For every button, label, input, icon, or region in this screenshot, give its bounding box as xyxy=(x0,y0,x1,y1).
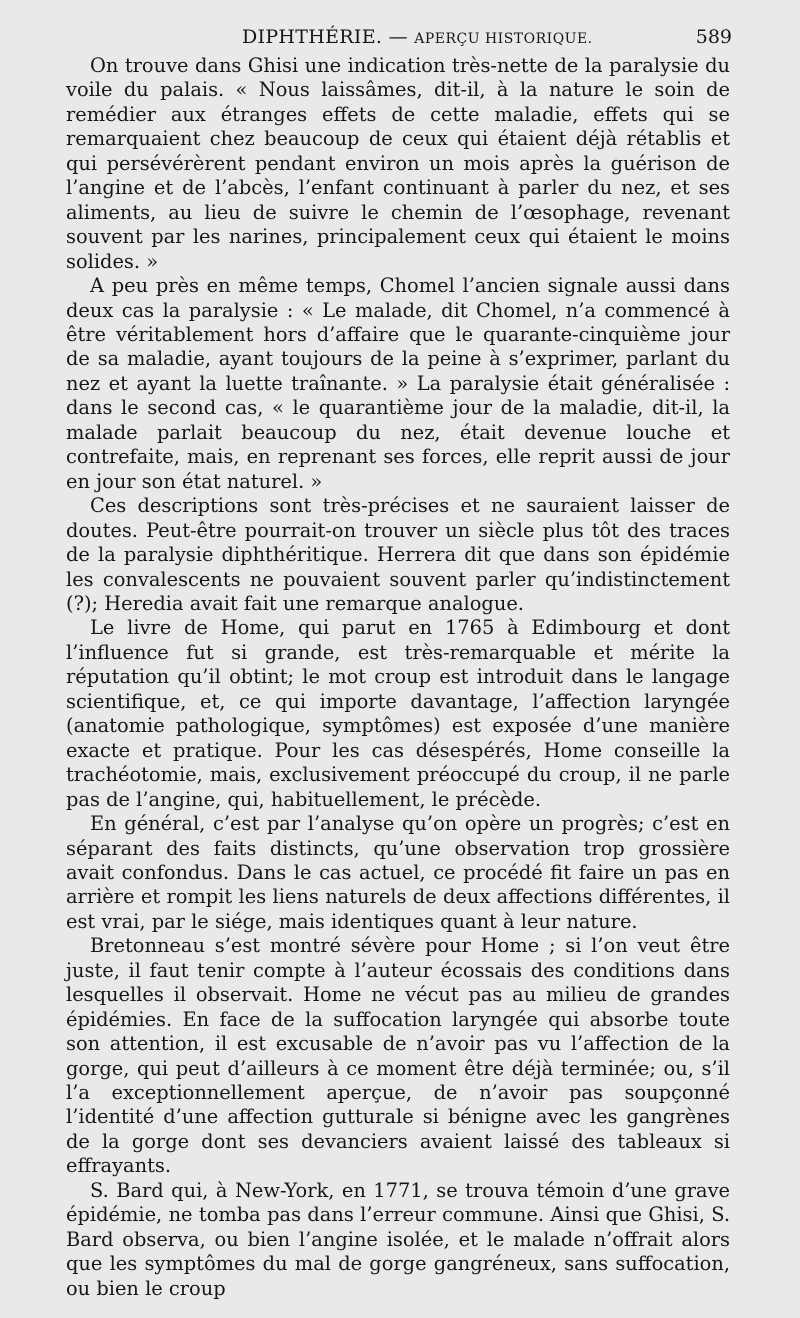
running-head xyxy=(66,22,730,52)
running-title-dash: — xyxy=(382,26,415,48)
paragraph: Le livre de Home, qui parut en 1765 à Edimbourg et dont l’influence fut si grande, est très-remarquable et mérite la réputation qu’il obtint; le mot croup est introduit dans le langage scientifique, et, ce qui importe davantage, l’affection laryngée (anatomie pathologique, symptômes) est exposée d’une manière exacte et pratique. Pour les cas désespérés, Home conseille la trachéotomie, mais, exclusivement préoccupé du croup, il ne parle pas de l’angine, qui, habituellement, le précède. xyxy=(66,616,730,811)
body-text xyxy=(66,54,730,1301)
running-title-main: DIPHTHÉRIE. xyxy=(242,26,383,48)
page-number: 589 xyxy=(695,26,732,48)
running-title xyxy=(242,22,593,54)
paragraph: A peu près en même temps, Chomel l’ancien signale aussi dans deux cas la paralysie : « Le malade, dit Chomel, n’a commencé à être véritablement hors d’affaire que le quarante-cinquième jour de sa maladie, ayant toujours de la peine à s’exprimer, parlant du nez et ayant la luette traînante. » La paralysie était généralisée : dans le second cas, « le quarantième jour de la maladie, dit-il, la malade parlait beaucoup du nez, était devenue louche et contrefaite, mais, en reprenant ses forces, elle reprit aussi de jour en jour son état naturel. » xyxy=(66,274,730,493)
running-title-sub: APERÇU HISTORIQUE. xyxy=(414,31,593,47)
paragraph: En général, c’est par l’analyse qu’on opère un progrès; c’est en séparant des faits distincts, qu’une observation trop grossière avait confondus. Dans le cas actuel, ce procédé fit faire un pas en arrière et rompit les liens naturels de deux affections différentes, il est vrai, par le siége, mais identiques quant à leur nature. xyxy=(66,812,730,933)
paragraph: On trouve dans Ghisi une indication très-nette de la paralysie du voile du palais. « Nous laissâmes, dit-il, à la nature le soin de remédier aux étranges effets de cette maladie, effets qui se remarquaient chez beaucoup de ceux qui étaient déjà rétablis et qui persévérèrent pendant environ un mois après la guérison de l’angine et de l’abcès, l’enfant continuant à parler du nez, et ses aliments, au lieu de suivre le chemin de l’œsophage, revenant souvent par les narines, principalement ceux qui étaient le moins solides. » xyxy=(66,54,730,273)
paragraph: Bretonneau s’est montré sévère pour Home ; si l’on veut être juste, il faut tenir compte à l’auteur écossais des conditions dans lesquelles il observait. Home ne vécut pas au milieu de grandes épidémies. En face de la suffocation laryngée qui absorbe toute son attention, il est excusable de n’avoir pas vu l’affection de la gorge, qui peut d’ailleurs à ce moment être déjà terminée; ou, s’il l’a exceptionnellement aperçue, de n’avoir pas soupçonné l’identité d’une affection gutturale si bénigne avec les gangrènes de la gorge dont ses devanciers avaient laissé des tableaux si effrayants. xyxy=(66,934,730,1178)
paragraph: S. Bard qui, à New-York, en 1771, se trouva témoin d’une grave épidémie, ne tomba pas dans l’erreur commune. Ainsi que Ghisi, S. Bard observa, ou bien l’angine isolée, et le malade n’offrait alors que les symptômes du mal de gorge gangréneux, sans suffocation, ou bien le croup xyxy=(66,1178,730,1300)
paragraph: Ces descriptions sont très-précises et ne sauraient laisser de doutes. Peut-être pourrait-on trouver un siècle plus tôt des traces de la paralysie diphthéritique. Herrera dit que dans son épidémie les convalescents ne pouvaient souvent parler qu’indistinctement (?); Heredia avait fait une remarque analogue. xyxy=(66,494,730,615)
